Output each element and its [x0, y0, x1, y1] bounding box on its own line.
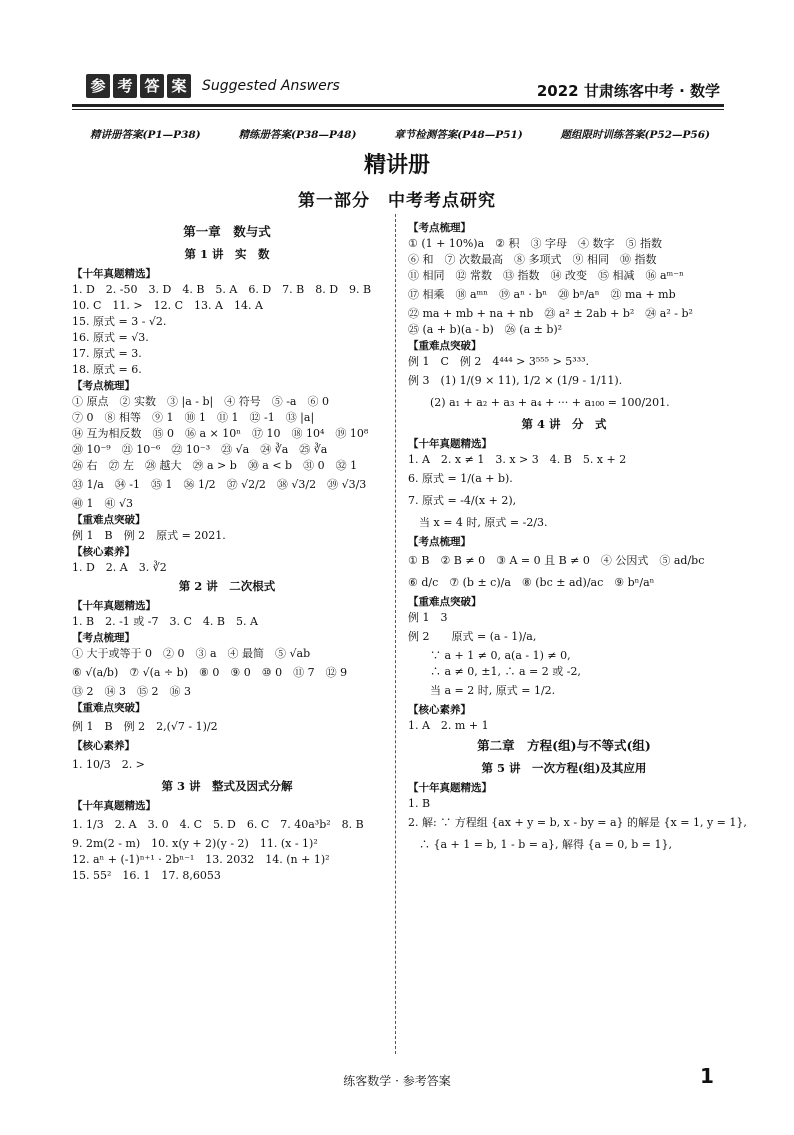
answer-line: 12. aⁿ + (-1)ⁿ⁺¹ · 2bⁿ⁻¹ 13. 2032 14. (n + 1)² — [72, 853, 330, 866]
section-heading: 【核心素养】 — [72, 546, 135, 558]
section-heading: 【重难点突破】 — [408, 340, 482, 352]
answer-line: 15. 55² 16. 1 17. 8,6053 — [72, 869, 221, 882]
answer-line: (2) a₁ + a₂ + a₃ + a₄ + ··· + a₁₀₀ = 100/201. — [408, 396, 670, 409]
lecture-heading: 第 1 讲 实 数 — [184, 247, 270, 261]
main-title: 精讲册 — [363, 152, 430, 178]
answer-line: 例 1 3 — [408, 611, 448, 624]
badge-char: 案 — [167, 74, 191, 98]
answer-line: ① (1 + 10%)a ② 积 ③ 字母 ④ 数字 ⑤ 指数 — [408, 237, 663, 250]
answer-line: ⑥ √(a/b) ⑦ √(a ÷ b) ⑧ 0 ⑨ 0 ⑩ 0 ⑪ 7 ⑫ 9 — [72, 666, 348, 679]
answer-line: 例 1 B 例 2 原式 = 2021. — [72, 529, 226, 542]
badge-char: 考 — [113, 74, 137, 98]
answer-line: 18. 原式 = 6. — [72, 363, 142, 376]
answer-line: ∴ {a + 1 = b, 1 - b = a}, 解得 {a = 0, b = 1}, — [408, 838, 673, 851]
answers-badge — [86, 74, 194, 98]
answer-line: 17. 原式 = 3. — [72, 347, 142, 360]
english-title: Suggested Answers — [202, 78, 340, 94]
answer-line: ⑰ 相乘 ⑱ aᵐⁿ ⑲ aⁿ · bⁿ ⑳ bⁿ/aⁿ ㉑ ma + mb — [408, 288, 676, 301]
section-heading: 【十年真题精选】 — [72, 268, 156, 280]
column-divider — [395, 214, 396, 1054]
answer-line: 16. 原式 = √3. — [72, 331, 149, 344]
answer-line: 当 x = 4 时, 原式 = -2/3. — [408, 516, 548, 529]
answer-line: ⑳ 10⁻⁹ ㉑ 10⁻⁶ ㉒ 10⁻³ ㉓ √a ㉔ ∛a ㉕ ∛a — [72, 443, 328, 456]
section-heading: 【核心素养】 — [408, 704, 471, 716]
index-item: 精讲册答案(P1—P38) — [90, 129, 201, 141]
section-heading: 【十年真题精选】 — [72, 800, 156, 812]
header-rule — [72, 104, 724, 107]
answer-line: 1. A 2. m + 1 — [408, 719, 489, 732]
answer-line: ∴ a ≠ 0, ±1, ∴ a = 2 或 -2, — [408, 665, 581, 678]
left-column — [72, 220, 382, 884]
answer-line: 例 3 (1) 1/(9 × 11), 1/2 × (1/9 - 1/11). — [408, 374, 623, 387]
answer-line: 1. 10/3 2. > — [72, 758, 145, 771]
answer-line: ㉕ (a + b)(a - b) ㉖ (a ± b)² — [408, 323, 563, 336]
section-heading: 【重难点突破】 — [72, 514, 146, 526]
badge-char: 参 — [86, 74, 110, 98]
answer-line: ㊵ 1 ㊶ √3 — [72, 497, 133, 510]
answer-line: ⑥ 和 ⑦ 次数最高 ⑧ 多项式 ⑨ 相同 ⑩ 指数 — [408, 253, 657, 266]
section-heading: 【考点梳理】 — [408, 536, 471, 548]
answer-line: ① B ② B ≠ 0 ③ A = 0 且 B ≠ 0 ④ 公因式 ⑤ ad/bc — [408, 554, 705, 567]
answer-line: 15. 原式 = 3 - √2. — [72, 315, 167, 328]
answer-line: ㉖ 右 ㉗ 左 ㉘ 越大 ㉙ a > b ㉚ a < b ㉛ 0 ㉜ 1 — [72, 459, 358, 472]
answer-line: 6. 原式 = 1/(a + b). — [408, 472, 513, 485]
answer-line: ① 大于或等于 0 ② 0 ③ a ④ 最简 ⑤ √ab — [72, 647, 311, 660]
answer-line: ∵ a + 1 ≠ 0, a(a - 1) ≠ 0, — [408, 649, 571, 662]
answer-line: 例 1 B 例 2 2,(√7 - 1)/2 — [72, 720, 218, 733]
answer-line: ㉒ ma + mb + na + nb ㉓ a² ± 2ab + b² ㉔ a² - b² — [408, 307, 693, 320]
answer-line: 当 a = 2 时, 原式 = 1/2. — [408, 684, 556, 697]
section-heading: 【考点梳理】 — [408, 222, 471, 234]
section-heading: 【重难点突破】 — [408, 596, 482, 608]
answer-line: 例 1 C 例 2 4⁴⁴⁴ > 3⁵⁵⁵ > 5³³³. — [408, 355, 590, 368]
book-title: 2022 甘肃练客中考 · 数学 — [536, 82, 720, 100]
index-item: 章节检测答案(P48—P51) — [394, 129, 523, 141]
answer-line: 例 2 原式 = (a - 1)/a, — [408, 630, 537, 643]
section-heading: 【十年真题精选】 — [408, 782, 492, 794]
lecture-heading: 第 2 讲 二次根式 — [178, 579, 276, 593]
answer-line: 9. 2m(2 - m) 10. x(y + 2)(y - 2) 11. (x - 1)² — [72, 837, 318, 850]
page-number: 1 — [700, 1064, 714, 1088]
answer-line: ⑪ 相同 ⑫ 常数 ⑬ 指数 ⑭ 改变 ⑮ 相减 ⑯ aᵐ⁻ⁿ — [408, 269, 684, 282]
answer-line: 1. B 2. -1 或 -7 3. C 4. B 5. A — [72, 615, 258, 628]
section-heading: 【十年真题精选】 — [72, 600, 156, 612]
part-title: 第一部分 中考考点研究 — [298, 191, 496, 211]
answer-line: ① 原点 ② 实数 ③ |a - b| ④ 符号 ⑤ -a ⑥ 0 — [72, 395, 329, 408]
answer-line: ⑬ 2 ⑭ 3 ⑮ 2 ⑯ 3 — [72, 685, 191, 698]
section-heading: 【重难点突破】 — [72, 702, 146, 714]
answer-line: 10. C 11. > 12. C 13. A 14. A — [72, 299, 263, 312]
answer-line: 1. 1/3 2. A 3. 0 4. C 5. D 6. C 7. 40a³b² 8. B — [72, 818, 364, 831]
answer-line: 1. D 2. -50 3. D 4. B 5. A 6. D 7. B 8. D 9. B — [72, 283, 372, 296]
answer-line: ㉝ 1/a ㉞ -1 ㉟ 1 ㊱ 1/2 ㊲ √2/2 ㊳ √3/2 ㊴ √3/3 — [72, 478, 367, 491]
section-index — [90, 127, 710, 142]
chapter-heading: 第二章 方程(组)与不等式(组) — [477, 738, 651, 753]
badge-char: 答 — [140, 74, 164, 98]
index-item: 题组限时训练答案(P52—P56) — [560, 129, 710, 141]
lecture-heading: 第 3 讲 整式及因式分解 — [161, 779, 293, 793]
section-heading: 【考点梳理】 — [72, 632, 135, 644]
section-heading: 【核心素养】 — [72, 740, 135, 752]
answer-line: 7. 原式 = -4/(x + 2), — [408, 494, 517, 507]
right-column — [408, 220, 747, 856]
answer-line: 1. D 2. A 3. ∛2 — [72, 561, 167, 574]
lecture-heading: 第 5 讲 一次方程(组)及其应用 — [481, 761, 647, 775]
page-footer: 练客数学 · 参考答案 — [343, 1074, 451, 1088]
page-header — [72, 72, 724, 106]
index-item: 精练册答案(P38—P48) — [238, 129, 357, 141]
lecture-heading: 第 4 讲 分 式 — [521, 417, 607, 431]
answer-line: 1. A 2. x ≠ 1 3. x > 3 4. B 5. x + 2 — [408, 453, 627, 466]
section-heading: 【考点梳理】 — [72, 380, 135, 392]
answer-line: ⑥ d/c ⑦ (b ± c)/a ⑧ (bc ± ad)/ac ⑨ bⁿ/aⁿ — [408, 576, 655, 589]
header-rule-thin — [72, 109, 724, 110]
answer-line: 1. B — [408, 797, 431, 810]
answer-line: ⑭ 互为相反数 ⑮ 0 ⑯ a × 10ⁿ ⑰ 10 ⑱ 10⁴ ⑲ 10⁸ — [72, 427, 369, 440]
answer-line: ⑦ 0 ⑧ 相等 ⑨ 1 ⑩ 1 ⑪ 1 ⑫ -1 ⑬ |a| — [72, 411, 315, 424]
chapter-heading: 第一章 数与式 — [183, 224, 271, 239]
section-heading: 【十年真题精选】 — [408, 438, 492, 450]
answer-line: 2. 解: ∵ 方程组 {ax + y = b, x - by = a} 的解是 {x = 1, y = 1}, — [408, 816, 747, 829]
